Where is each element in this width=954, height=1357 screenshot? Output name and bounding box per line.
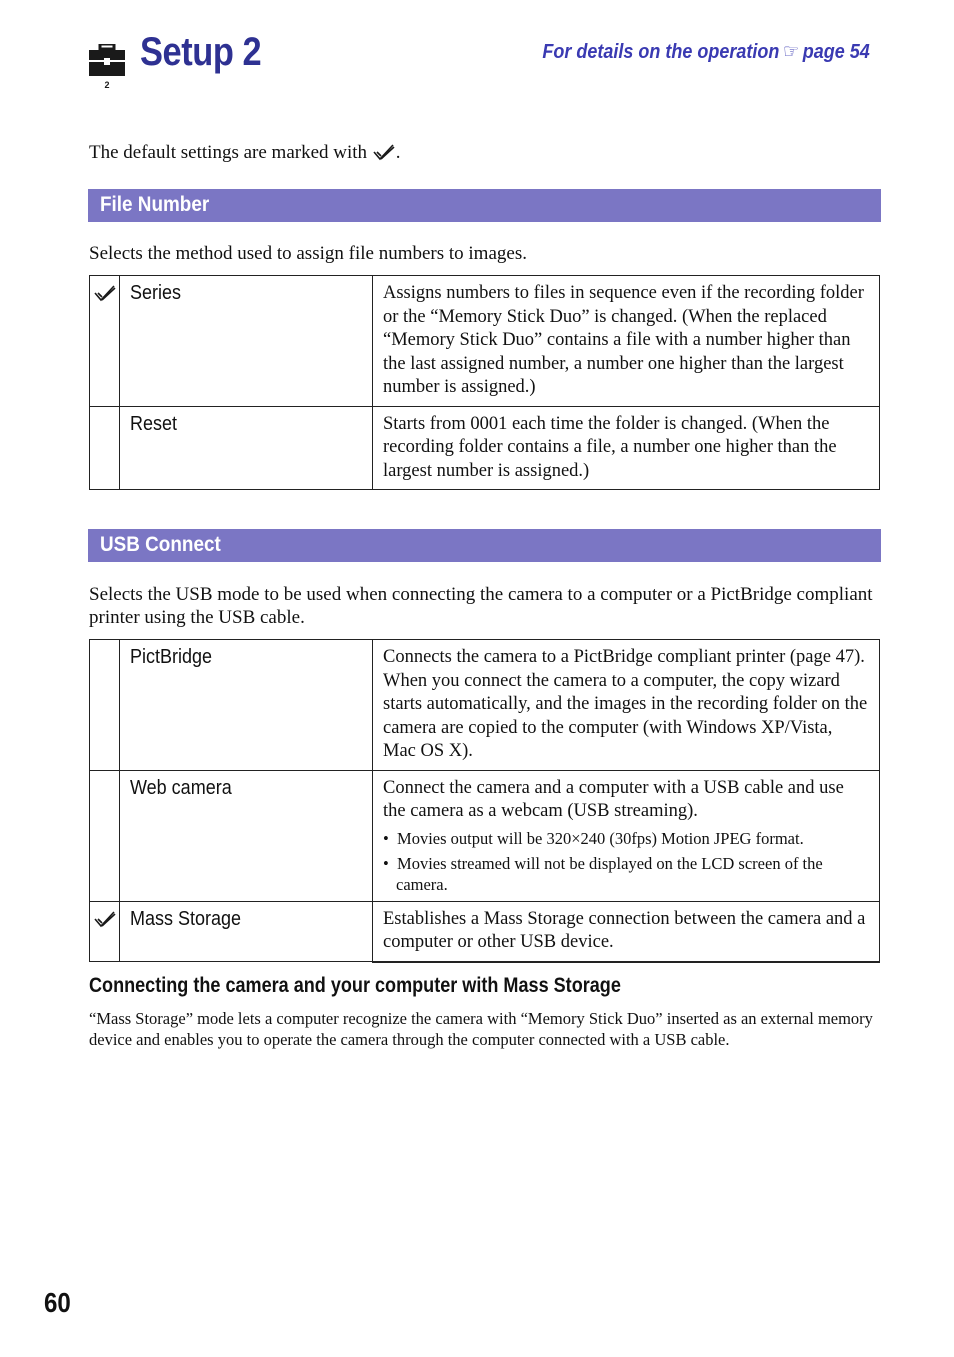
option-description: Connects the camera to a PictBridge compliant printer (page 47). When you connect the camera to a computer, the copy wizard starts automatically, and the images in the recording folder on the camera are copied to the computer (with Windows XP/Vista, Mac OS X). — [373, 640, 880, 771]
default-check-icon — [93, 910, 117, 928]
option-name: Series — [130, 282, 182, 304]
file-number-intro: Selects the method used to assign file numbers to images. — [89, 243, 527, 264]
page-title: Setup 2 — [140, 30, 262, 74]
option-name: Mass Storage — [130, 907, 242, 930]
option-description: Connect the camera and a computer with a USB cable and use the camera as a webcam (USB streaming). — [383, 777, 844, 821]
bullet-item: • Movies streamed will not be displayed on the LCD screen of the camera. — [383, 853, 823, 894]
default-note-text: The default settings are marked with — [89, 142, 368, 163]
default-mark-cell — [90, 770, 120, 901]
pointing-hand-icon: ☞ — [783, 41, 800, 63]
default-check-icon — [93, 284, 117, 302]
usb-connect-intro: Selects the USB mode to be used when connecting the camera to a computer or a PictBridge compliant printer using the USB cable. — [89, 584, 873, 628]
mass-storage-text: “Mass Storage” mode lets a computer recognize the camera with “Memory Stick Duo” inserted as an external memory device and enables you to operate the camera through the computer connected with a USB cable. — [89, 1009, 873, 1049]
usb-connect-heading-bar — [88, 529, 881, 562]
table-row — [90, 770, 880, 901]
table-row — [90, 901, 880, 962]
default-mark-cell — [90, 276, 120, 407]
option-description: Assigns numbers to files in sequence even if the recording folder or the “Memory Stick Duo” is changed. (When the replaced “Memory Stick Duo” contains a file with a number higher than the last assigned number, a number one higher than the largest number is assigned.) — [373, 276, 880, 407]
option-name-cell — [120, 770, 373, 901]
default-mark-cell — [90, 406, 120, 490]
toolbox-icon — [89, 44, 125, 90]
bullet-item: • Movies output will be 320×240 (30fps) Motion JPEG format. — [383, 828, 804, 848]
default-mark-cell — [90, 901, 120, 962]
option-name-cell — [120, 640, 373, 771]
mass-storage-heading: Connecting the camera and your computer with Mass Storage — [89, 974, 621, 997]
toolbox-icon-number: 2 — [104, 80, 110, 90]
option-name-cell — [120, 276, 373, 407]
option-name-cell — [120, 901, 373, 962]
bullet-text: Movies output will be 320×240 (30fps) Motion JPEG format. — [397, 828, 804, 848]
option-name: Web camera — [130, 776, 232, 799]
option-name: Reset — [130, 412, 178, 435]
table-row — [90, 640, 880, 771]
file-number-heading: File Number — [100, 193, 210, 216]
default-settings-note — [89, 141, 401, 164]
option-description-cell — [373, 770, 880, 901]
operation-reference — [543, 39, 870, 64]
option-name-cell — [120, 406, 373, 490]
default-note-period: . — [395, 142, 401, 163]
operation-reference-page: page 54 — [802, 41, 870, 63]
option-name: PictBridge — [130, 646, 213, 668]
usb-connect-table — [89, 639, 880, 963]
default-check-icon — [372, 143, 396, 161]
bullet-text: Movies streamed will not be displayed on the LCD screen of the camera. — [396, 853, 823, 894]
option-description: Starts from 0001 each time the folder is changed. (When the recording folder contains a file, a number one higher than the largest number is assigned.) — [373, 406, 880, 490]
table-row — [90, 406, 880, 490]
option-description: Establishes a Mass Storage connection between the camera and a computer or other USB device. — [373, 901, 880, 962]
usb-connect-heading: USB Connect — [100, 533, 221, 556]
default-mark-cell — [90, 640, 120, 771]
file-number-table — [89, 275, 880, 490]
page-number: 60 — [44, 1287, 71, 1318]
table-row — [90, 276, 880, 407]
file-number-heading-bar — [88, 189, 881, 222]
operation-reference-text: For details on the operation — [542, 41, 780, 63]
